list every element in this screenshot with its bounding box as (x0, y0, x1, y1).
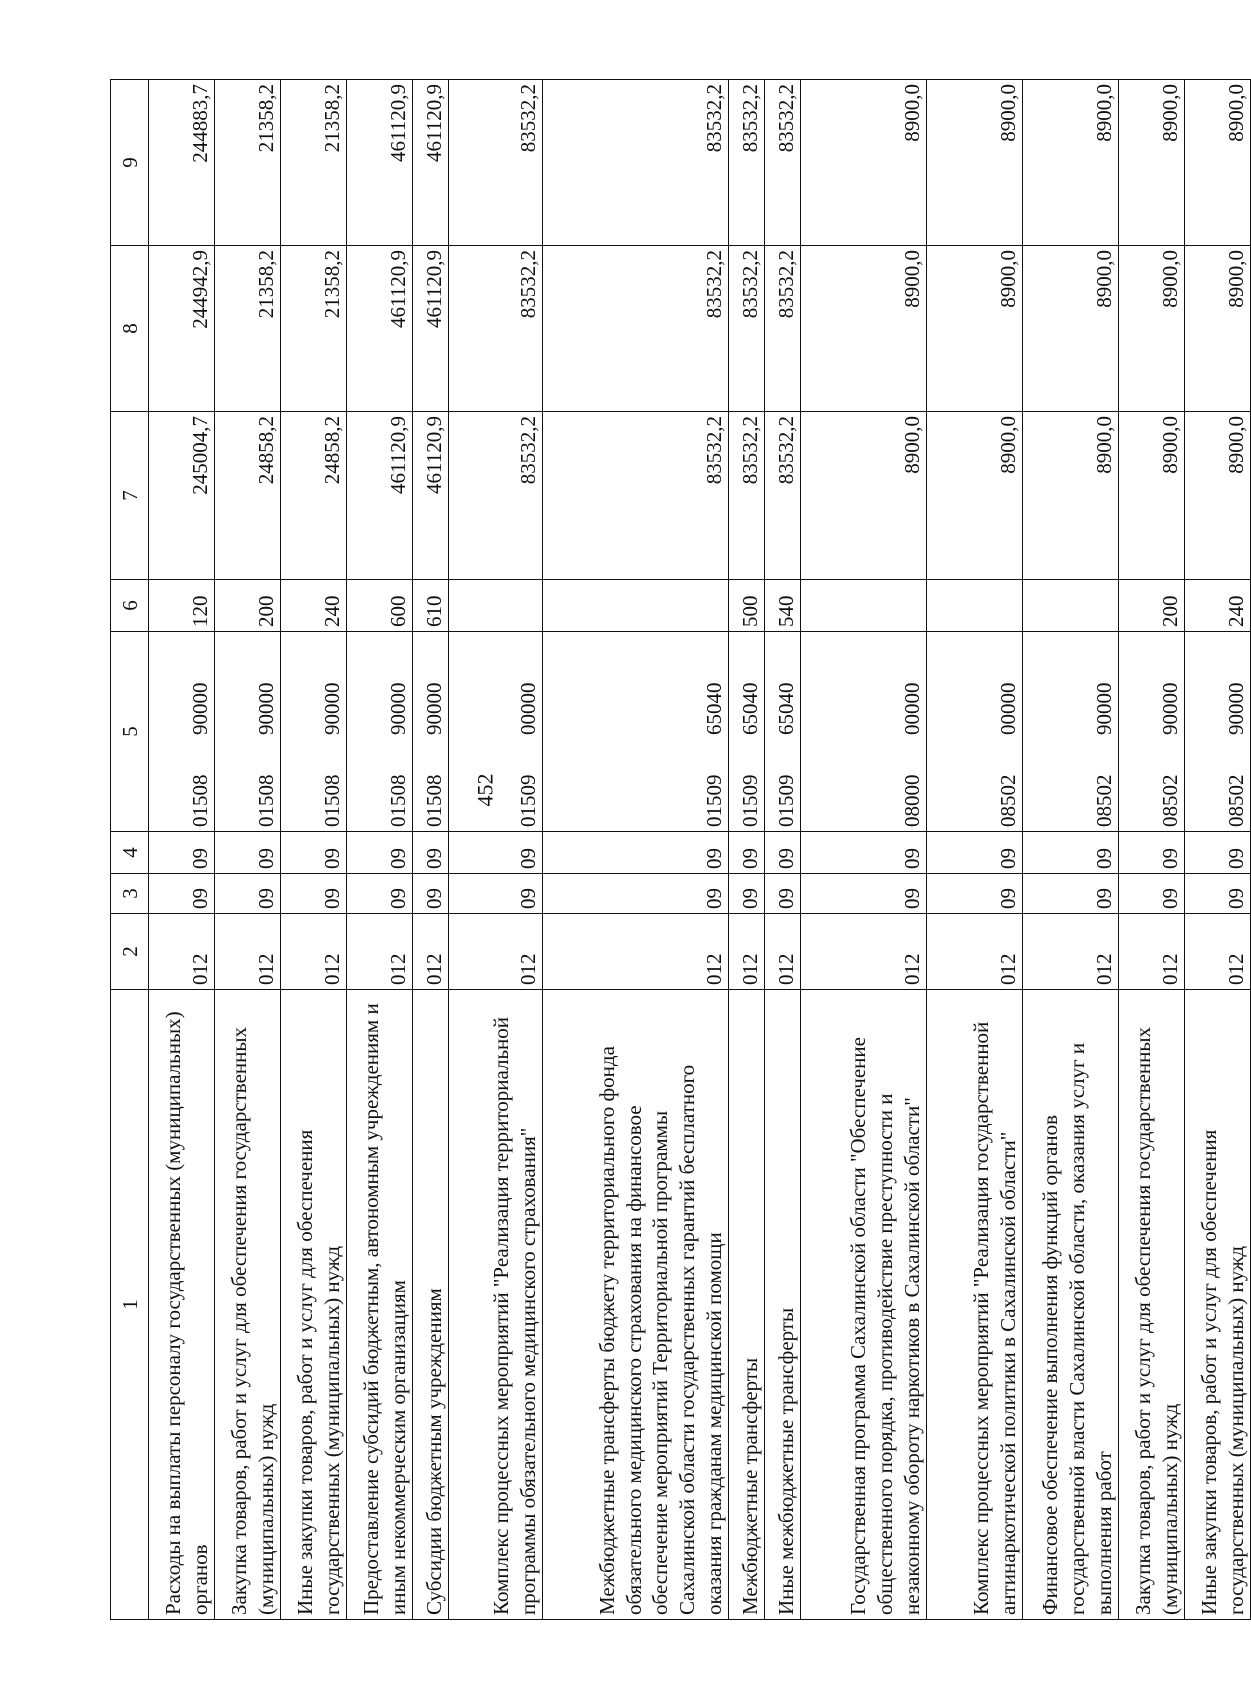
ministry-code-cell: 012 (729, 914, 765, 990)
budget-table (110, 79, 1251, 1620)
subsection-code-cell: 09 (1023, 832, 1119, 874)
amount-year3-cell: 461120,9 (347, 80, 413, 246)
row-name-cell: Межбюджетные трансферты (729, 990, 765, 1620)
amount-year2-cell: 21358,2 (281, 246, 347, 412)
target-article-cell (729, 632, 765, 832)
row-name-cell: Финансовое обеспечение выполнения функций органов государственной власти Сахалинской области, оказания услуг и выполнения работ (1023, 990, 1119, 1620)
subsection-code-cell: 09 (927, 832, 1023, 874)
ministry-code-cell: 012 (149, 914, 215, 990)
subsection-code-cell: 09 (1119, 832, 1185, 874)
subsection-code-cell: 09 (543, 832, 729, 874)
target-article-program: 08502 (1092, 774, 1117, 827)
subsection-code-cell: 09 (215, 832, 281, 874)
target-article-cell (765, 632, 801, 832)
expense-type-cell: 200 (215, 580, 281, 632)
subsection-code-cell: 09 (765, 832, 801, 874)
expense-type-cell (543, 580, 729, 632)
target-article-cell (215, 632, 281, 832)
target-article-cell (413, 632, 449, 832)
target-article-cell (543, 632, 729, 832)
section-code-cell: 09 (765, 874, 801, 914)
target-article-program: 01508 (320, 774, 345, 827)
target-article-direction: 65040 (774, 682, 799, 735)
section-code-cell: 09 (729, 874, 765, 914)
subsection-code-cell: 09 (801, 832, 927, 874)
ministry-code-cell: 012 (765, 914, 801, 990)
amount-year2-cell: 8900,0 (1023, 246, 1119, 412)
target-article-cell (149, 632, 215, 832)
expense-type-cell (801, 580, 927, 632)
target-article-direction: 90000 (1092, 682, 1117, 735)
page-number: 452 (472, 773, 498, 807)
section-code-cell: 09 (1185, 874, 1251, 914)
ministry-code-cell: 012 (281, 914, 347, 990)
target-article-cell (1119, 632, 1185, 832)
column-header-7: 7 (111, 412, 149, 580)
amount-year2-cell: 461120,9 (347, 246, 413, 412)
table-row (281, 80, 347, 1620)
amount-year3-cell: 8900,0 (1185, 80, 1251, 246)
expense-type-cell: 610 (413, 580, 449, 632)
amount-year1-cell: 83532,2 (543, 412, 729, 580)
target-article-program: 01509 (702, 774, 727, 827)
amount-year1-cell: 461120,9 (413, 412, 449, 580)
expense-type-cell (449, 580, 543, 632)
target-article-direction: 90000 (1158, 682, 1183, 735)
amount-year2-cell: 461120,9 (413, 246, 449, 412)
subsection-code-cell: 09 (449, 832, 543, 874)
target-article-program: 08000 (900, 774, 925, 827)
target-article-cell (1185, 632, 1251, 832)
amount-year1-cell: 8900,0 (1119, 412, 1185, 580)
row-name-cell: Межбюджетные трансферты бюджету территориального фонда обязательного медицинского страхования на финансовое обеспечение мероприятий Территориальной программы Сахалинской области государственных гарантий бесплатного оказания гражданам медицинской помощи (543, 990, 729, 1620)
section-code-cell: 09 (1119, 874, 1185, 914)
row-name-cell: Расходы на выплаты персоналу государственных (муниципальных) органов (149, 990, 215, 1620)
subsection-code-cell: 09 (347, 832, 413, 874)
target-article-direction: 00000 (996, 682, 1021, 735)
amount-year2-cell: 244942,9 (149, 246, 215, 412)
section-code-cell: 09 (215, 874, 281, 914)
row-name-cell: Государственная программа Сахалинской области "Обеспечение общественного порядка, противодействие преступности и незаконному обороту наркотиков в Сахалинской области" (801, 990, 927, 1620)
section-code-cell: 09 (347, 874, 413, 914)
amount-year1-cell: 8900,0 (1023, 412, 1119, 580)
target-article-direction: 90000 (188, 682, 213, 735)
amount-year3-cell: 461120,9 (413, 80, 449, 246)
amount-year1-cell: 24858,2 (215, 412, 281, 580)
row-name-cell: Иные закупки товаров, работ и услуг для обеспечения государственных (муниципальных) нужд (281, 990, 347, 1620)
column-header-6: 6 (111, 580, 149, 632)
ministry-code-cell: 012 (1023, 914, 1119, 990)
expense-type-cell: 120 (149, 580, 215, 632)
column-header-5: 5 (111, 632, 149, 832)
target-article-cell (449, 632, 543, 832)
row-name-cell: Иные закупки товаров, работ и услуг для обеспечения государственных (муниципальных) нужд (1185, 990, 1251, 1620)
row-name-cell: Комплекс процессных мероприятий "Реализация государственной антинаркотической политики в Сахалинской области" (927, 990, 1023, 1620)
table-row (1119, 80, 1185, 1620)
amount-year2-cell: 21358,2 (215, 246, 281, 412)
target-article-program: 08502 (996, 774, 1021, 827)
table-row (347, 80, 413, 1620)
target-article-program: 01508 (386, 774, 411, 827)
amount-year2-cell: 8900,0 (1119, 246, 1185, 412)
subsection-code-cell: 09 (413, 832, 449, 874)
ministry-code-cell: 012 (801, 914, 927, 990)
section-code-cell: 09 (1023, 874, 1119, 914)
expense-type-cell: 540 (765, 580, 801, 632)
amount-year1-cell: 8900,0 (927, 412, 1023, 580)
amount-year2-cell: 8900,0 (927, 246, 1023, 412)
table-header-row (111, 80, 149, 1620)
target-article-direction: 65040 (738, 682, 763, 735)
target-article-cell (927, 632, 1023, 832)
target-article-direction: 90000 (1224, 682, 1249, 735)
target-article-direction: 90000 (386, 682, 411, 735)
table-row (1023, 80, 1119, 1620)
target-article-program: 01509 (516, 774, 541, 827)
table-row (801, 80, 927, 1620)
subsection-code-cell: 09 (729, 832, 765, 874)
table-row (149, 80, 215, 1620)
target-article-cell (801, 632, 927, 832)
column-header-2: 2 (111, 914, 149, 990)
amount-year3-cell: 8900,0 (801, 80, 927, 246)
column-header-3: 3 (111, 874, 149, 914)
section-code-cell: 09 (801, 874, 927, 914)
ministry-code-cell: 012 (927, 914, 1023, 990)
budget-table-container (110, 80, 1249, 1620)
column-header-9: 9 (111, 80, 149, 246)
expense-type-cell: 500 (729, 580, 765, 632)
amount-year3-cell: 83532,2 (543, 80, 729, 246)
table-row (413, 80, 449, 1620)
section-code-cell: 09 (149, 874, 215, 914)
table-row (729, 80, 765, 1620)
target-article-direction: 90000 (320, 682, 345, 735)
amount-year3-cell: 21358,2 (215, 80, 281, 246)
table-row (215, 80, 281, 1620)
target-article-cell (281, 632, 347, 832)
expense-type-cell: 600 (347, 580, 413, 632)
subsection-code-cell: 09 (149, 832, 215, 874)
amount-year2-cell: 8900,0 (1185, 246, 1251, 412)
row-name-cell: Комплекс процессных мероприятий "Реализация территориальной программы обязательного медицинского страхования" (449, 990, 543, 1620)
row-name-cell: Иные межбюджетные трансферты (765, 990, 801, 1620)
table-row (765, 80, 801, 1620)
amount-year2-cell: 83532,2 (449, 246, 543, 412)
expense-type-cell: 240 (281, 580, 347, 632)
row-name-cell: Предоставление субсидий бюджетным, автономным учреждениям и иным некоммерческим организациям (347, 990, 413, 1620)
amount-year3-cell: 83532,2 (449, 80, 543, 246)
expense-type-cell: 200 (1119, 580, 1185, 632)
table-row (927, 80, 1023, 1620)
target-article-program: 01509 (774, 774, 799, 827)
amount-year1-cell: 8900,0 (801, 412, 927, 580)
subsection-code-cell: 09 (1185, 832, 1251, 874)
section-code-cell: 09 (281, 874, 347, 914)
ministry-code-cell: 012 (215, 914, 281, 990)
target-article-program: 01508 (254, 774, 279, 827)
target-article-program: 01509 (738, 774, 763, 827)
expense-type-cell (927, 580, 1023, 632)
column-header-1: 1 (111, 990, 149, 1620)
section-code-cell: 09 (927, 874, 1023, 914)
amount-year1-cell: 8900,0 (1185, 412, 1251, 580)
table-body (149, 80, 1251, 1620)
table-row (1185, 80, 1251, 1620)
target-article-program: 01508 (188, 774, 213, 827)
expense-type-cell (1023, 580, 1119, 632)
amount-year3-cell: 8900,0 (927, 80, 1023, 246)
amount-year3-cell: 8900,0 (1023, 80, 1119, 246)
target-article-program: 08502 (1224, 774, 1249, 827)
amount-year3-cell: 8900,0 (1119, 80, 1185, 246)
target-article-direction: 00000 (900, 682, 925, 735)
row-name-cell: Закупка товаров, работ и услуг для обеспечения государственных (муниципальных) нужд (1119, 990, 1185, 1620)
column-header-4: 4 (111, 832, 149, 874)
amount-year1-cell: 461120,9 (347, 412, 413, 580)
amount-year1-cell: 245004,7 (149, 412, 215, 580)
amount-year1-cell: 24858,2 (281, 412, 347, 580)
ministry-code-cell: 012 (347, 914, 413, 990)
amount-year1-cell: 83532,2 (729, 412, 765, 580)
target-article-cell (1023, 632, 1119, 832)
amount-year2-cell: 83532,2 (729, 246, 765, 412)
ministry-code-cell: 012 (1119, 914, 1185, 990)
ministry-code-cell: 012 (1185, 914, 1251, 990)
amount-year1-cell: 83532,2 (765, 412, 801, 580)
target-article-cell (347, 632, 413, 832)
target-article-program: 08502 (1158, 774, 1183, 827)
amount-year2-cell: 83532,2 (765, 246, 801, 412)
column-header-8: 8 (111, 246, 149, 412)
section-code-cell: 09 (449, 874, 543, 914)
ministry-code-cell: 012 (543, 914, 729, 990)
amount-year3-cell: 21358,2 (281, 80, 347, 246)
amount-year3-cell: 83532,2 (729, 80, 765, 246)
amount-year2-cell: 83532,2 (543, 246, 729, 412)
target-article-direction: 90000 (422, 682, 447, 735)
row-name-cell: Закупка товаров, работ и услуг для обеспечения государственных (муниципальных) нужд (215, 990, 281, 1620)
table-row (449, 80, 543, 1620)
ministry-code-cell: 012 (413, 914, 449, 990)
expense-type-cell: 240 (1185, 580, 1251, 632)
amount-year1-cell: 83532,2 (449, 412, 543, 580)
section-code-cell: 09 (413, 874, 449, 914)
target-article-direction: 00000 (516, 682, 541, 735)
subsection-code-cell: 09 (281, 832, 347, 874)
ministry-code-cell: 012 (449, 914, 543, 990)
row-name-cell: Субсидии бюджетным учреждениям (413, 990, 449, 1620)
target-article-direction: 90000 (254, 682, 279, 735)
amount-year2-cell: 8900,0 (801, 246, 927, 412)
table-row (543, 80, 729, 1620)
target-article-program: 01508 (422, 774, 447, 827)
amount-year3-cell: 244883,7 (149, 80, 215, 246)
section-code-cell: 09 (543, 874, 729, 914)
target-article-direction: 65040 (702, 682, 727, 735)
amount-year3-cell: 83532,2 (765, 80, 801, 246)
